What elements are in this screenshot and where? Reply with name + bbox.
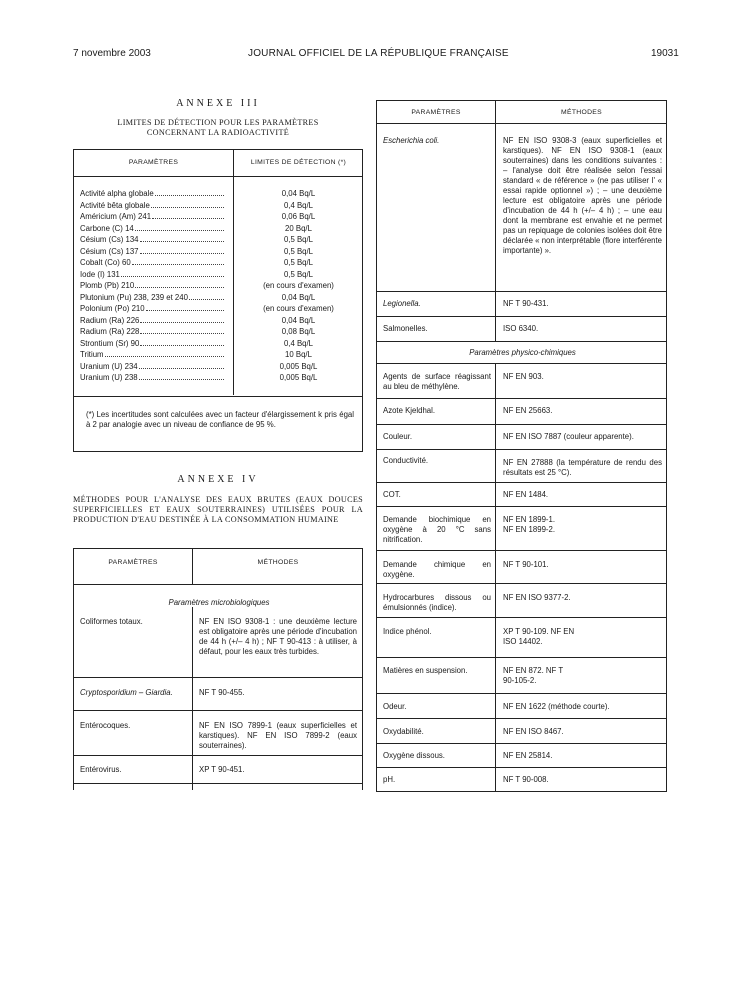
radioactivity-param-label: Uranium (U) 238 [80, 373, 138, 382]
radioactivity-param-label: Uranium (U) 234 [80, 361, 138, 371]
radioactivity-param [80, 373, 226, 383]
col-header-limit: LIMITES DE DÉTECTION (*) [250, 159, 347, 166]
method-hydrocarbures: NF EN ISO 9377-2. [503, 593, 571, 602]
radioactivity-limit: (en cours d'examen) [263, 281, 334, 290]
method-matieres: NF EN 872. NF T 90-105-2. [503, 666, 563, 685]
radioactivity-table [73, 149, 363, 452]
radioactivity-param [80, 293, 226, 303]
annex4-subtitle: MÉTHODES POUR L'ANALYSE DES EAUX BRUTES (EAUX DOUCES SUPERFICIELLES ET EAUX SOUTERRAINES) UTILISÉES POUR LA PRODUCTION D'EAU DESTINÉE À LA CONSOMMATION HUMAINE [73, 495, 363, 524]
method-odeur: NF EN 1622 (méthode courte). [503, 702, 610, 711]
radioactivity-param-label: Carbone (C) 14 [80, 223, 134, 233]
radioactivity-param [80, 270, 226, 280]
radioactivity-param [80, 258, 226, 268]
radioactivity-param [80, 189, 226, 199]
radioactivity-limit: 0,5 Bq/L [283, 258, 314, 267]
col-header-param-left: PARAMÈTRES [108, 559, 158, 566]
param-enterocoques: Entérocoques. [80, 721, 131, 730]
param-agents-surface: Agents de surface réagissant au bleu de méthylène. [383, 372, 491, 391]
radioactivity-param-label: Radium (Ra) 226 [80, 315, 140, 325]
radioactivity-limit: 0,5 Bq/L [283, 269, 314, 279]
method-coliformes: NF EN ISO 9308-1 : une deuxième lecture est obligatoire après une période d'incubation de 44 h (+/– 4 h) ; NF T 90-413 : à utiliser, à défaut, pour les eaux très turbides. [199, 617, 357, 656]
section-physico-chemical: Paramètres physico-chimiques [469, 348, 576, 357]
param-escherichia: Escherichia coli. [383, 136, 440, 145]
radioactivity-param [80, 362, 226, 372]
method-dco: NF T 90-101. [503, 560, 549, 569]
radioactivity-param-label: Plutonium (Pu) 238, 239 et 240 [80, 292, 188, 302]
radioactivity-param [80, 235, 226, 245]
radioactivity-limit: 0,5 Bq/L [283, 235, 314, 244]
methods-table-right [376, 100, 667, 792]
method-enterocoques: NF EN ISO 7899-1 (eaux superficielles et karstiques). NF EN ISO 7899-2 (eaux souterraines). [199, 721, 357, 750]
method-conductivite: NF EN 27888 (la température de rendu des résultats est 25 °C). [503, 458, 662, 477]
journal-title: JOURNAL OFFICIEL DE LA RÉPUBLIQUE FRANÇAISE [248, 48, 509, 59]
annex4-title: ANNEXE IV [177, 474, 259, 485]
param-cryptosporidium: Cryptosporidium – Giardia. [80, 688, 173, 697]
col-header-method-right: MÉTHODES [561, 109, 602, 116]
radioactivity-param [80, 304, 226, 314]
annex3-title: ANNEXE III [176, 98, 260, 109]
method-cryptosporidium: NF T 90-455. [199, 688, 245, 697]
radioactivity-limit: 0,005 Bq/L [279, 373, 318, 382]
method-azote: NF EN 25663. [503, 406, 553, 415]
radioactivity-limit: 10 Bq/L [285, 350, 312, 359]
radioactivity-limit: 20 Bq/L [285, 223, 312, 233]
method-indice-phenol: XP T 90-109. NF EN ISO 14402. [503, 627, 575, 646]
radioactivity-limit: 0,04 Bq/L [281, 315, 316, 325]
radioactivity-param-label: Césium (Cs) 137 [80, 246, 139, 256]
radioactivity-param [80, 281, 226, 291]
method-oxygene: NF EN 25814. [503, 751, 553, 760]
param-matieres: Matières en suspension. [383, 666, 468, 675]
param-dbo: Demande biochimique en oxygène à 20 °C sans nitrification. [383, 515, 491, 544]
radioactivity-limit: 0,06 Bq/L [281, 212, 316, 221]
radioactivity-param-label: Strontium (Sr) 90 [80, 338, 140, 348]
method-enterovirus: XP T 90-451. [199, 765, 245, 774]
param-coliformes: Coliformes totaux. [80, 617, 143, 626]
radioactivity-param [80, 316, 226, 326]
radioactivity-param [80, 201, 226, 211]
radioactivity-limit: 0,5 Bq/L [283, 246, 314, 256]
methods-table-left [73, 548, 363, 790]
page-number: 19031 [651, 48, 679, 59]
radioactivity-param-label: Plomb (Pb) 210 [80, 281, 135, 290]
radioactivity-limit: (en cours d'examen) [263, 304, 334, 313]
radioactivity-param-label: Césium (Cs) 134 [80, 235, 139, 244]
col-header-method-left: MÉTHODES [257, 559, 299, 566]
radioactivity-limit: 0,4 Bq/L [283, 338, 314, 348]
param-indice-phenol: Indice phénol. [383, 627, 432, 636]
radioactivity-limit: 0,08 Bq/L [281, 327, 316, 336]
radioactivity-param [80, 224, 226, 234]
method-agents-surface: NF EN 903. [503, 372, 544, 381]
radioactivity-param-label: Activité alpha globale [80, 189, 154, 198]
param-salmonelles: Salmonelles. [383, 324, 428, 333]
col-header-param: PARAMÈTRES [128, 159, 179, 166]
radioactivity-param-label: Iode (I) 131 [80, 269, 120, 279]
param-conductivite: Conductivité. [383, 456, 429, 465]
param-ph: pH. [383, 775, 396, 784]
radioactivity-param [80, 212, 226, 222]
param-odeur: Odeur. [383, 702, 407, 711]
param-oxydabilite: Oxydabilité. [383, 727, 424, 736]
radioactivity-param [80, 339, 226, 349]
method-salmonelles: ISO 6340. [503, 324, 539, 333]
method-legionella: NF T 90-431. [503, 299, 549, 308]
method-escherichia: NF EN ISO 9308-3 (eaux superficielles et karstiques). NF EN ISO 9308-1 (eaux souterraines) dans les conditions suivantes : – l'analyse doit être réalisée selon l'essai standard « de référence » (ne pas utiliser l' « essai rapide optionnel ») ; – une deuxième lecture est obligatoire après une période d'incubation de 44 h (+/– 4 h) ; – une eau dont la membrane est envahie et ne permet pas un repiquage de colonies isolées doit être déclarée « non interprétable (flore interférente importante) ». [503, 136, 662, 255]
radioactivity-param-label: Américium (Am) 241 [80, 212, 152, 221]
radioactivity-footnote: (*) Les incertitudes sont calculées avec un facteur d'élargissement k pris égal à 2 par analogie avec un niveau de confiance de 95 %. [86, 410, 354, 429]
radioactivity-param-label: Polonium (Po) 210 [80, 304, 145, 313]
radioactivity-param-label: Tritium [80, 350, 104, 359]
method-oxydabilite: NF EN ISO 8467. [503, 727, 564, 736]
param-legionella: Legionella. [383, 299, 421, 308]
radioactivity-param-label: Cobalt (Co) 60 [80, 258, 131, 267]
radioactivity-param [80, 327, 226, 337]
param-hydrocarbures: Hydrocarbures dissous ou émulsionnés (indice). [383, 593, 491, 612]
section-microbiological: Paramètres microbiologiques [168, 598, 270, 607]
method-cot: NF EN 1484. [503, 490, 549, 499]
param-enterovirus: Entérovirus. [80, 765, 122, 774]
col-header-param-right: PARAMÈTRES [411, 109, 461, 116]
method-ph: NF T 90-008. [503, 775, 549, 784]
radioactivity-param-label: Activité bêta globale [80, 200, 150, 210]
radioactivity-limit: 0,04 Bq/L [281, 189, 316, 198]
param-azote: Azote Kjeldhal. [383, 406, 436, 415]
radioactivity-param-label: Radium (Ra) 228 [80, 327, 140, 336]
radioactivity-limit: 0,005 Bq/L [279, 361, 318, 371]
radioactivity-limit: 0,04 Bq/L [281, 292, 316, 302]
method-dbo: NF EN 1899-1. NF EN 1899-2. [503, 515, 556, 534]
method-couleur: NF EN ISO 7887 (couleur apparente). [503, 432, 634, 441]
param-dco: Demande chimique en oxygène. [383, 560, 491, 579]
radioactivity-limit: 0,4 Bq/L [283, 200, 314, 210]
annex3-subtitle-1: LIMITES DE DÉTECTION POUR LES PARAMÈTRES [117, 118, 319, 127]
param-couleur: Couleur. [383, 432, 413, 441]
header-date: 7 novembre 2003 [73, 48, 151, 59]
annex3-subtitle-2: CONCERNANT LA RADIOACTIVITÉ [146, 128, 290, 137]
param-cot: COT. [383, 490, 401, 499]
param-oxygene: Oxygène dissous. [383, 751, 445, 760]
radioactivity-param [80, 350, 226, 360]
radioactivity-param [80, 247, 226, 257]
